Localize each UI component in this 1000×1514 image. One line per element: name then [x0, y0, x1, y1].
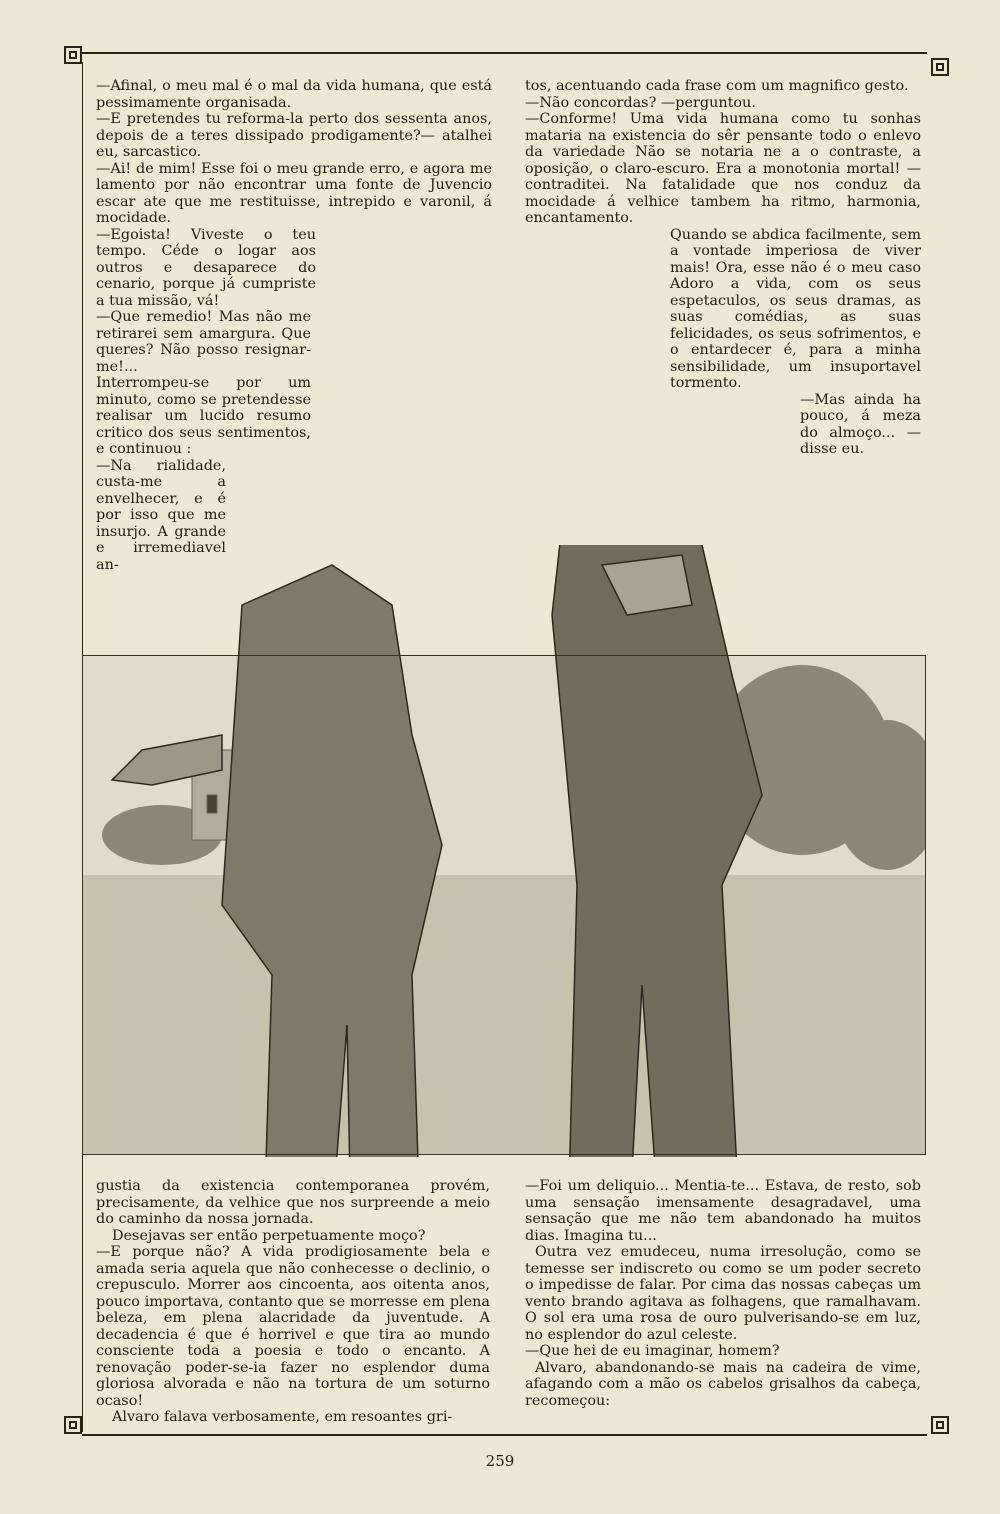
paragraph: Alvaro, abandonando-se mais na cadeira de vime, afagando com a mão os cabelos grisalhos da cabeça, recomeçou:	[525, 1359, 921, 1409]
paragraph: —Egoista! Viveste o teu tempo. Céde o logar aos outros e desaparece do cenario, porque já cumpriste a tua missão, vá!	[96, 226, 316, 309]
paragraph: —Não concordas? —perguntou.	[525, 94, 756, 111]
paragraph: —Conforme! Uma vida humana como tu sonhas mataria na existencia do sêr pensante todo o enlevo da variedade Não se notaria ne a o contraste, a oposição, o claro-escuro. Era a monotonia mortal! —contraditei. Na fatalidade que nos conduz da mocidade á velhice tambem ha ritmo, harmonia, encantamento.	[525, 111, 921, 226]
text-column-top-right	[525, 78, 921, 458]
corner-ornament-icon	[931, 58, 949, 76]
text-column-top-left	[96, 78, 492, 573]
paragraph: —Ai! de mim! Esse foi o meu grande erro, e agora me lamento por não encontrar uma fonte de Juvencio escar ate que me restituisse, intrepido e varonil, á mocidade.	[96, 160, 492, 226]
corner-ornament-icon	[931, 1416, 949, 1434]
illustration-frame	[82, 655, 926, 1155]
paragraph: —Afinal, o meu mal é o mal da vida humana, que está pessimamente organisada.	[96, 78, 492, 111]
paragraph: —Que hei de eu imaginar, homem?	[525, 1343, 780, 1359]
paragraph: Quando se abdica facilmente, sem a vontade imperiosa de viver mais! Ora, esse não é o meu caso Adoro a vida, com os seus espetaculos, os seus dramas, as suas comédias, as suas felicidades, os seus sofrimentos, e o entardecer é, para a minha sensibilidade, um insuportavel tormento.	[670, 226, 921, 391]
paragraph: Desejavas ser então perpetuamente moço?	[112, 1227, 426, 1244]
paragraph: —Foi um deliquio... Mentia-te... Estava, de resto, sob uma sensação imensamente desagradavel, uma sensação que me não tem abandonado ha muitos dias. Imagina tu...	[525, 1178, 921, 1244]
paragraph: —Mas ainda ha pouco, á meza do almoço... —disse eu.	[800, 391, 921, 457]
paragraph: —Que remedio! Mas não me retirarei sem amargura. Que queres? Não posso resignar-me!...	[96, 309, 311, 375]
paragraph: —Na rialidade, custa-me a envelhecer, e é por isso que me insurjo. A grande e irremediavel an-	[96, 457, 226, 573]
corner-ornament-icon	[64, 1416, 82, 1434]
paragraph: tos, acentuando cada frase com um magnifico gesto.	[525, 78, 909, 94]
paragraph: —E porque não? A vida prodigiosamente bela e amada seria aquela que não conhecesse o declinio, o crepusculo. Morrer aos cincoenta, aos oitenta anos, pouco importava, contanto que se morresse em plena beleza, em plena alacridade da juventude. A decadencia é que é horrivel e que tira ao mundo consciente toda a poesia e todo o encanto. A renovação poder-se-ia fazer no esplendor duma gloriosa alvorada e não na tortura de um soturno ocaso!	[96, 1244, 490, 1409]
corner-ornament-icon	[64, 46, 82, 64]
text-column-bottom-left	[96, 1178, 490, 1426]
paragraph: gustia da existencia contemporanea provém, precisamente, da velhice que nos surpreende a meio do caminho da nossa jornada.	[96, 1178, 490, 1227]
top-border-rule	[82, 52, 927, 54]
paragraph: Outra vez emudeceu, numa irresolução, como se temesse ser indiscreto ou como se um poder secreto o impedisse de falar. Por cima das nossas cabeças um vento brando agitava as folhagens, que ramalhavam. O sol era uma rosa de ouro pulverisando-se em luz, no esplendor do azul celeste.	[525, 1244, 921, 1343]
paragraph: Interrompeu-se por um minuto, como se pretendesse realisar um lucido resumo critico dos seus sentimentos, e continuou :	[96, 375, 311, 457]
paragraph: Alvaro falava verbosamente, em resoantes gri-	[112, 1409, 453, 1425]
text-column-bottom-right	[525, 1178, 921, 1409]
paragraph: —E pretendes tu reforma-la perto dos sessenta anos, depois de a teres dissipado prodigamente?— atalhei eu, sarcastico.	[96, 111, 492, 160]
bottom-border-rule	[82, 1434, 927, 1436]
page-number: 259	[485, 1452, 515, 1470]
